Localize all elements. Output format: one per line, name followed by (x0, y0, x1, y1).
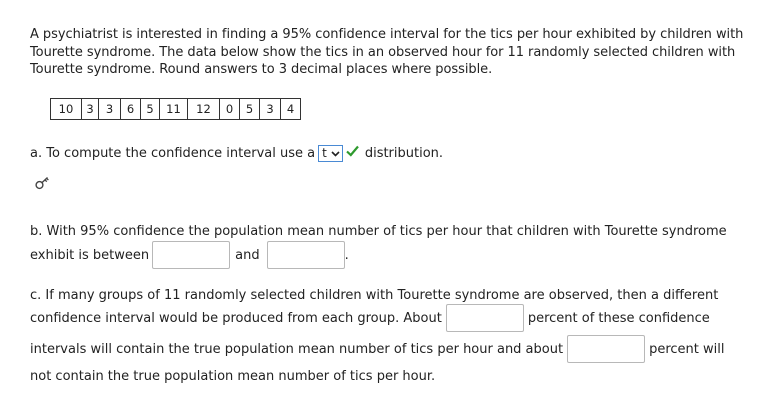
data-cell: 3 (81, 99, 98, 119)
not-contain-percent-input[interactable] (567, 335, 645, 363)
part-c-line3 (30, 334, 724, 364)
part-c-line1: c. If many groups of 11 randomly selected children with Tourette syndrome are observed, then a different (30, 287, 719, 303)
part-b-line2 (30, 240, 349, 270)
part-b-line1: b. With 95% confidence the population mean number of tics per hour that children with Tourette syndrome (30, 223, 727, 239)
data-cell: 6 (120, 99, 140, 119)
data-cell: 4 (280, 99, 300, 119)
upper-bound-input[interactable] (267, 241, 345, 269)
data-cell: 10 (58, 102, 74, 116)
part-c-line2-suffix: percent of these confidence (527, 310, 710, 326)
part-c-line3-suffix: percent will (649, 341, 725, 357)
chevron-down-icon (331, 146, 340, 160)
part-c-line3-prefix: intervals will contain the true population mean number of tics per hour and about (30, 341, 564, 357)
distribution-selected-value: t (322, 146, 327, 160)
data-cell: 0 (219, 99, 239, 119)
data-cell: 3 (259, 99, 280, 119)
data-table (50, 98, 301, 120)
key-icon[interactable] (34, 175, 52, 191)
checkmark-icon (346, 145, 359, 161)
data-cell: 5 (239, 99, 259, 119)
part-a-suffix: distribution. (364, 145, 444, 161)
part-a (30, 144, 443, 162)
part-b-prefix: exhibit is between (30, 247, 150, 263)
distribution-select[interactable] (318, 145, 343, 162)
part-c-line4: not contain the true population mean number of tics per hour. (30, 368, 436, 384)
data-cell: 11 (159, 99, 187, 119)
part-a-prefix: a. To compute the confidence interval use a (30, 145, 316, 161)
and-label: and (235, 247, 260, 263)
part-c-line2 (30, 303, 710, 333)
question-intro: A psychiatrist is interested in finding a 95% confidence interval for the tics per hour exhibited by children with Tourette syndrome. The data below show the tics in an observed hour for 11 randomly selected children with Tourette syndrome. Round answers to 3 decimal places where possible. (30, 27, 744, 77)
data-cell: 5 (140, 99, 159, 119)
end-period: . (344, 247, 349, 263)
data-cell: 12 (187, 99, 219, 119)
data-cell: 3 (98, 99, 120, 119)
contain-percent-input[interactable] (446, 304, 524, 332)
part-c-line2-prefix: confidence interval would be produced from each group. About (30, 310, 442, 326)
lower-bound-input[interactable] (152, 241, 230, 269)
